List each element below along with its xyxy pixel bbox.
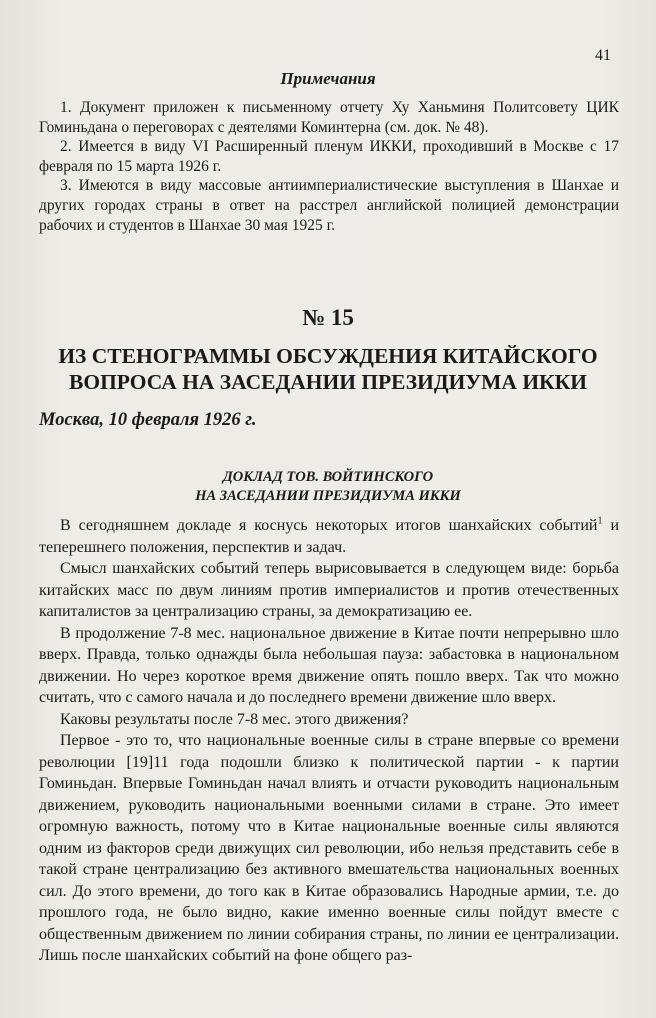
document-number: № 15: [302, 305, 354, 330]
report-title-line: ДОКЛАД ТОВ. ВОЙТИНСКОГО: [222, 469, 434, 485]
document-title-line: ВОПРОСА НА ЗАСЕДАНИИ ПРЕЗИДИУМА ИККИ: [69, 370, 587, 394]
note-3: 3. Имеются в виду массовые антиимпериалистические выступления в Шанхае и других городах страны в ответ на расстрел английской полицией демонстрации рабочих и студентов в Шанхае 30 мая 1925 г.: [39, 177, 619, 234]
paragraph-2: Смысл шанхайских событий теперь вырисовывается в следующем виде: борьба китайских масс по двум линиям против империалистов и против отечественных капиталистов за централизацию страны, за демократизацию ее.: [39, 560, 619, 620]
document-title-line: ИЗ СТЕНОГРАММЫ ОБСУЖДЕНИЯ КИТАЙСКОГО: [58, 344, 598, 368]
report-title-line: НА ЗАСЕДАНИИ ПРЕЗИДИУМА ИККИ: [195, 488, 461, 504]
paragraph-3: В продолжение 7-8 мес. национальное движение в Китае почти непрерывно шло вверх. Правда, только однажды была небольшая пауза: забастовка в национальном движении. Но через короткое время движение опять пошло вверх. Так что можно считать, что с самого начала и до последнего времени движение шло вверх.: [39, 624, 619, 706]
body-text: [39, 515, 619, 967]
document-title: [0, 343, 656, 395]
note-1: 1. Документ приложен к письменному отчету Ху Ханьминя Политсовету ЦИК Гоминьдана о переговорах с деятелями Коминтерна (см. док. № 48).: [39, 99, 619, 136]
paragraph-5: Первое - это то, что национальные военные силы в стране впервые со времени революции [19]11 года подошли близко к политической партии - к партии Гоминьдан. Впервые Гоминьдан начал влиять и отчасти руководить национальным движением, руководить национальными военными силами в стране. Это имеет огромную важность, потому что в Китае национальные военные силы являются одним из факторов среди движущих сил революции, ибо нельзя представить себе в такой стране централизацию без активного вмешательства национальных военных сил. До этого времени, до того как в Китае образовались Народные армии, т.е. до прошлого года, не было видно, какие именно военные силы пойдут вместе с общественным движением по линии собирания страны, по линии ее централизации. Лишь после шанхайских событий на фоне общего раз-: [39, 732, 619, 964]
paragraph-1-text: В сегодняшнем докладе я коснусь некоторых итогов шанхайских событий: [60, 517, 598, 534]
place-date: Москва, 10 февраля 1926 г.: [39, 410, 257, 430]
note-2: 2. Имеется в виду VI Расширенный пленум ИККИ, проходивший в Москве с 17 февраля по 15 марта 1926 г.: [39, 138, 619, 175]
paragraph-1: [39, 515, 619, 558]
notes-heading: Примечания: [280, 69, 376, 88]
paragraph-4: Каковы результаты после 7-8 мес. этого движения?: [60, 710, 409, 728]
page-number: 41: [595, 47, 611, 64]
notes-list: [39, 98, 619, 235]
paragraph-1-text-end: и теперешнего положения, перспектив и задач.: [39, 517, 620, 556]
report-title: [0, 468, 656, 506]
footnote-reference: 1: [597, 515, 603, 527]
